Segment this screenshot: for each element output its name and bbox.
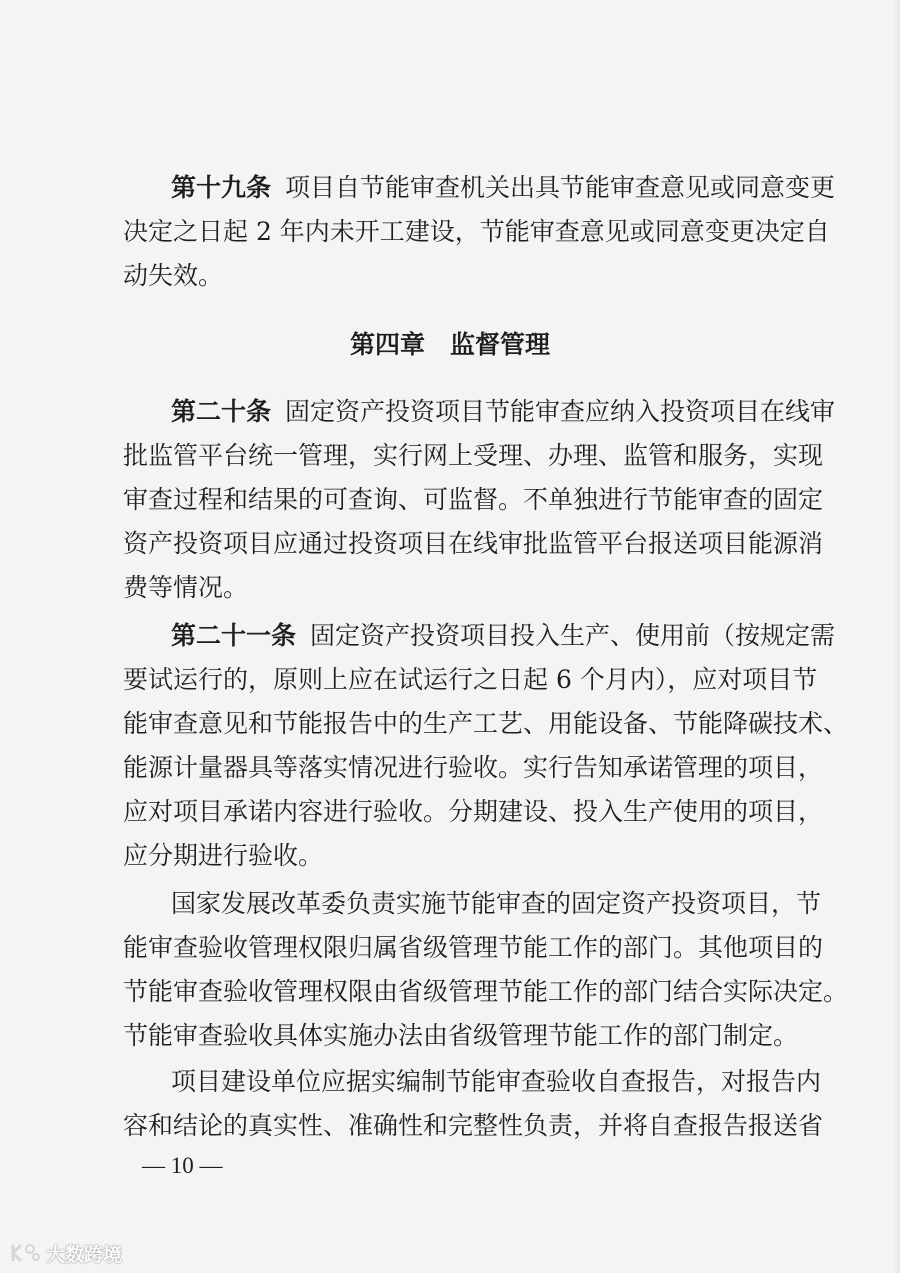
article-21-label: 第二十一条	[171, 621, 297, 650]
article-20-line-3	[0, 485, 900, 515]
article-19-text: 动失效。	[123, 261, 224, 290]
paragraph-text: 容和结论的真实性、准确性和完整性负责，并将自查报告报送省	[123, 1111, 824, 1140]
article-20-line-5	[0, 573, 900, 603]
paragraph-national-line-4	[0, 1021, 900, 1051]
article-21-line-3	[0, 709, 900, 739]
article-21-text: 固定资产投资项目投入生产、使用前（按规定需	[310, 621, 836, 650]
paragraph-text: 项目建设单位应据实编制节能审查验收自查报告，对报告内	[171, 1067, 822, 1096]
article-21-text: 应分期进行验收。	[123, 841, 324, 870]
brand-logo-shape	[10, 1242, 40, 1264]
article-21-line-6	[0, 841, 900, 871]
article-19-line-1	[0, 173, 900, 203]
paragraph-text: 能审查验收管理权限归属省级管理节能工作的部门。其他项目的	[123, 933, 824, 962]
article-21-line-4	[0, 753, 900, 783]
paragraph-unit-line-1	[0, 1067, 900, 1097]
article-19-text: 项目自节能审查机关出具节能审查意见或同意变更	[285, 173, 836, 202]
article-20-text: 批监管平台统一管理，实行网上受理、办理、监管和服务，实现	[123, 441, 824, 470]
article-20-text: 资产投资项目应通过投资项目在线审批监管平台报送项目能源消	[123, 529, 824, 558]
article-19-line-3	[0, 261, 900, 291]
paragraph-national-line-2	[0, 933, 900, 963]
article-19-label: 第十九条	[171, 173, 272, 202]
article-21-text: 能审查意见和节能报告中的生产工艺、用能设备、节能降碳技术、	[123, 709, 849, 738]
article-20-label: 第二十条	[171, 397, 272, 426]
paragraph-national-line-3	[0, 977, 900, 1007]
article-21-line-2	[0, 665, 900, 695]
article-20-text: 固定资产投资项目节能审查应纳入投资项目在线审	[285, 397, 836, 426]
article-21-text: 应对项目承诺内容进行验收。分期建设、投入生产使用的项目，	[123, 797, 824, 826]
watermark	[10, 1240, 122, 1266]
article-20-line-4	[0, 529, 900, 559]
article-20-line-1	[0, 397, 900, 427]
paragraph-text: 节能审查验收管理权限由省级管理节能工作的部门结合实际决定。	[123, 977, 849, 1006]
article-21-line-5	[0, 797, 900, 827]
paragraph-national-line-1	[0, 889, 900, 919]
watermark-text: 大数跨境	[46, 1243, 123, 1266]
paragraph-text: 国家发展改革委负责实施节能审查的固定资产投资项目，节	[171, 889, 822, 918]
article-21-line-1	[0, 621, 900, 651]
article-20-text: 费等情况。	[123, 573, 249, 602]
chapter-heading: 第四章 监督管理	[349, 330, 550, 359]
paragraph-text: 节能审查验收具体实施办法由省级管理节能工作的部门制定。	[123, 1021, 799, 1050]
page-number: — 10 —	[142, 1153, 223, 1178]
brand-logo-icon	[10, 1242, 40, 1264]
article-19-text: 决定之日起 2 年内未开工建设，节能审查意见或同意变更决定自	[123, 217, 830, 246]
article-21-text: 要试运行的，原则上应在试运行之日起 6 个月内），应对项目节	[123, 665, 818, 694]
paragraph-unit-line-2	[0, 1111, 900, 1141]
article-19-line-2	[0, 217, 900, 247]
article-20-line-2	[0, 441, 900, 471]
article-21-text: 能源计量器具等落实情况进行验收。实行告知承诺管理的项目，	[123, 753, 824, 782]
article-20-text: 审查过程和结果的可查询、可监督。不单独进行节能审查的固定	[123, 485, 824, 514]
